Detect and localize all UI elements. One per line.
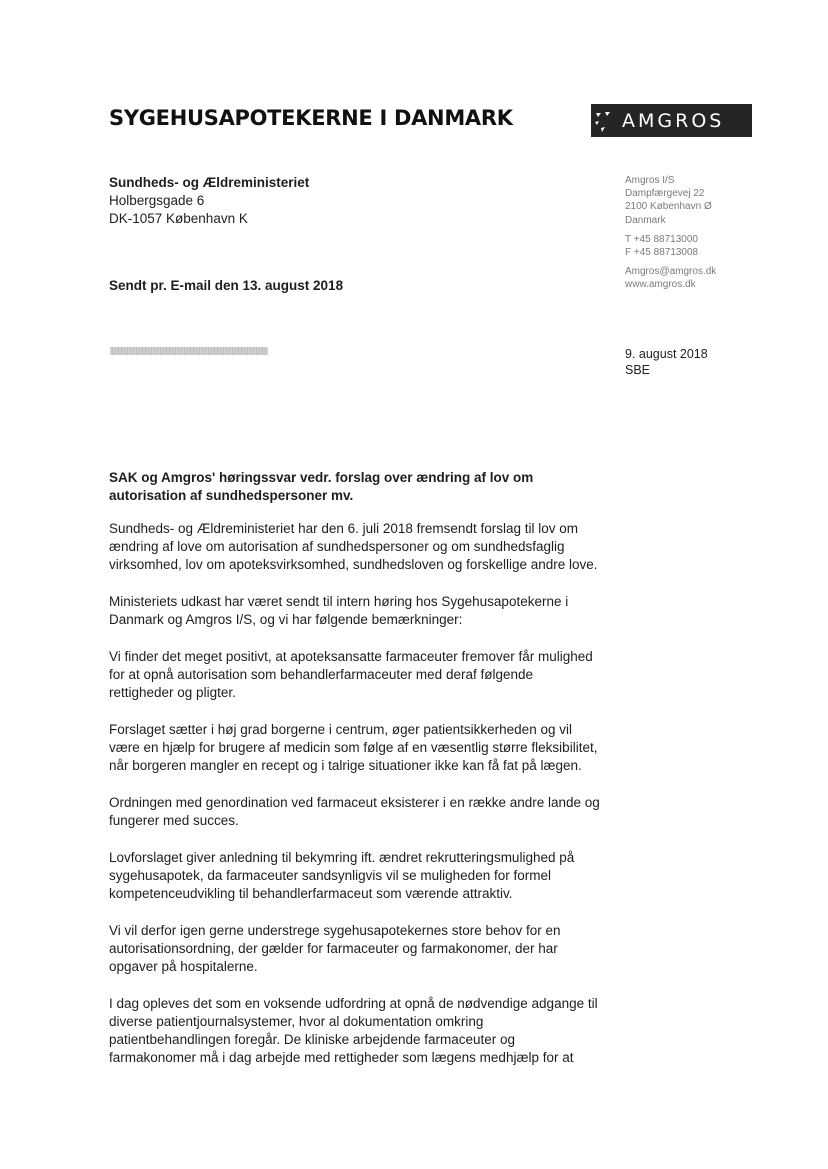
body-paragraph: Sundheds- og Ældreministeriet har den 6. juli 2018 fremsendt forslag til lov om ændring af love om autorisation af sundhedspersoner og om sundhedsfaglig virksomhed, lov om apoteksvirksomhed, sundhedsloven og forskellige andre love.: [109, 521, 598, 572]
sender-country: Danmark: [625, 214, 666, 226]
recipient-city: DK-1057 København K: [109, 211, 248, 226]
sender-initials: SBE: [625, 362, 651, 377]
sender-web: www.amgros.dk: [625, 279, 696, 291]
logo-text: AMGROS: [622, 109, 725, 132]
redacted-line: [110, 347, 268, 355]
body-paragraph: Vi vil derfor igen gerne understrege sygehusapotekernes store behov for en autorisationsordning, der gælder for farmaceuter og farmakonomer, der har opgaver på hospitalerne.: [109, 923, 561, 974]
sender-company: Amgros I/S: [625, 175, 675, 186]
body-paragraph: Ministeriets udkast har været sendt til intern høring hos Sygehusapotekerne i Danmark og Amgros I/S, og vi har følgende bemærkninger:: [109, 594, 569, 627]
body-paragraph: Forslaget sætter i høj grad borgerne i centrum, øger patientsikkerheden og vil være en hjælp for brugere af medicin som følge af en væsentlig større fleksibilitet, når borgeren mangler en recept og i talrige situationer ikke kan få fat på lægen.: [109, 722, 598, 773]
sender-city: 2100 København Ø: [625, 201, 712, 213]
letter-date: 9. august 2018: [625, 347, 708, 361]
sender-street: Dampfærgevej 22: [625, 188, 705, 200]
body-paragraph: I dag opleves det som en voksende udfordring at opnå de nødvendige adgange til diverse patientjournalsystemer, hvor al dokumentation omkring patientbehandlingen foregår. De kliniske arbejdende farmaceuter og farmakonomer må i dag arbejde med rettigheder som lægens medhjælp for at: [109, 996, 598, 1065]
organization-title: SYGEHUSAPOTEKERNE I DANMARK: [109, 106, 513, 130]
letter-subject: SAK og Amgros' høringssvar vedr. forslag over ændring af lov om autorisation af sundhedspersoner mv.: [109, 470, 534, 503]
body-paragraph: Lovforslaget giver anledning til bekymring ift. ændret rekrutteringsmulighed på sygehusapotek, da farmaceuter sandsynligvis vil se muligheden for formel kompetenceudvikling til behandlerfarmaceut som værende attraktiv.: [109, 850, 575, 901]
recipient-street: Holbergsgade 6: [109, 193, 205, 208]
recipient-name: Sundheds- og Ældreministeriet: [109, 175, 310, 190]
sender-phone: T +45 88713000: [625, 233, 698, 245]
body-paragraph: Ordningen med genordination ved farmaceut eksisterer i en række andre lande og fungerer med succes.: [109, 795, 600, 828]
amgros-logo: [591, 104, 752, 137]
recipient-address: [109, 174, 309, 228]
sender-fax: F +45 88713008: [625, 247, 699, 259]
body-paragraph: Vi finder det meget positivt, at apoteksansatte farmaceuter fremover får mulighed for at opnå autorisation som behandlerfarmaceuter med deraf følgende rettigheder og pligter.: [109, 649, 593, 700]
date-block: [625, 347, 708, 378]
sender-email: Amgros@amgros.dk: [625, 266, 717, 278]
amgros-logo-mark-icon: [591, 104, 619, 137]
sender-address: [625, 174, 716, 292]
letter-body: [109, 520, 601, 1086]
sent-line: Sendt pr. E-mail den 13. august 2018: [109, 278, 344, 293]
